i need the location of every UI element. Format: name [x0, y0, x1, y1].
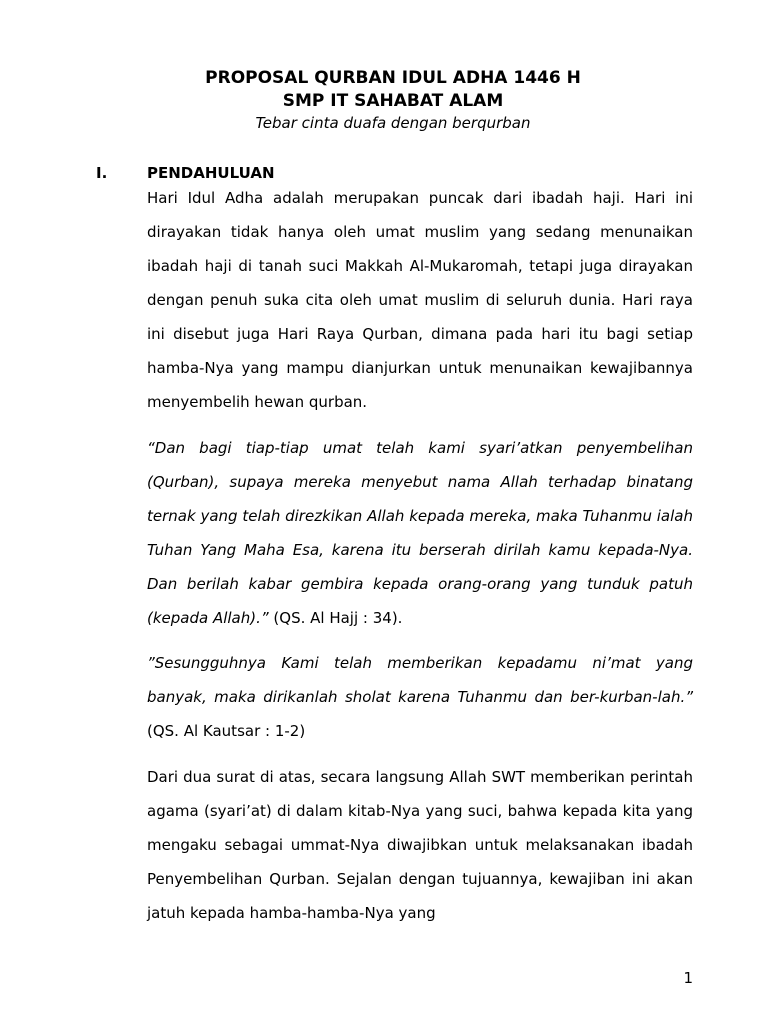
section-number: I. — [96, 164, 108, 182]
quote-al-hajj-text: “Dan bagi tiap-tiap umat telah kami syari’atkan penyembelihan (Qurban), supaya mereka menyebut nama Allah terhadap binatang ternak yang telah direzkikan Allah kepada mereka, maka Tuhanmu ialah Tuhan Yang Maha Esa, karena itu berserah dirilah kamu kepada-Nya. Dan berilah kabar gembira kepada orang-orang yang tunduk patuh (kepada Allah).” — [147, 439, 693, 627]
body-paragraph: Dari dua surat di atas, secara langsung Allah SWT memberikan perintah agama (syari’at) di dalam kitab-Nya yang suci, bahwa kepada kita yang mengaku sebagai ummat-Nya diwajibkan untuk melaksanakan ibadah Penyembelihan Qurban. Sejalan dengan tujuannya, kewajiban ini akan jatuh kepada hamba-hamba-Nya yang — [147, 768, 693, 922]
intro-paragraph: Hari Idul Adha adalah merupakan puncak dari ibadah haji. Hari ini dirayakan tidak hanya oleh umat muslim yang sedang menunaikan ibadah haji di tanah suci Makkah Al-Mukaromah, tetapi juga dirayakan dengan penuh suka cita oleh umat muslim di seluruh dunia. Hari raya ini disebut juga Hari Raya Qurban, dimana pada hari itu bagi setiap hamba-Nya yang mampu dianjurkan untuk menunaikan kewajibannya menyembelih hewan qurban. — [147, 189, 693, 411]
quote-al-hajj — [147, 431, 693, 635]
tagline: Tebar cinta duafa dengan berqurban — [255, 114, 531, 132]
section-title: PENDAHULUAN — [147, 164, 275, 182]
school-name: SMP IT SAHABAT ALAM — [282, 91, 504, 111]
quote-al-kautsar-reference: (QS. Al Kautsar : 1-2) — [147, 722, 306, 740]
quote-al-kautsar-text: ”Sesungguhnya Kami telah memberikan kepadamu ni’mat yang banyak, maka dirikanlah sholat karena Tuhanmu dan ber-kurban-lah.” — [147, 654, 693, 706]
quote-al-hajj-reference: (QS. Al Hajj : 34). — [268, 609, 403, 627]
page-number: 1 — [683, 969, 693, 987]
quote-al-kautsar — [147, 646, 693, 748]
document-title: PROPOSAL QURBAN IDUL ADHA 1446 H — [205, 68, 581, 88]
